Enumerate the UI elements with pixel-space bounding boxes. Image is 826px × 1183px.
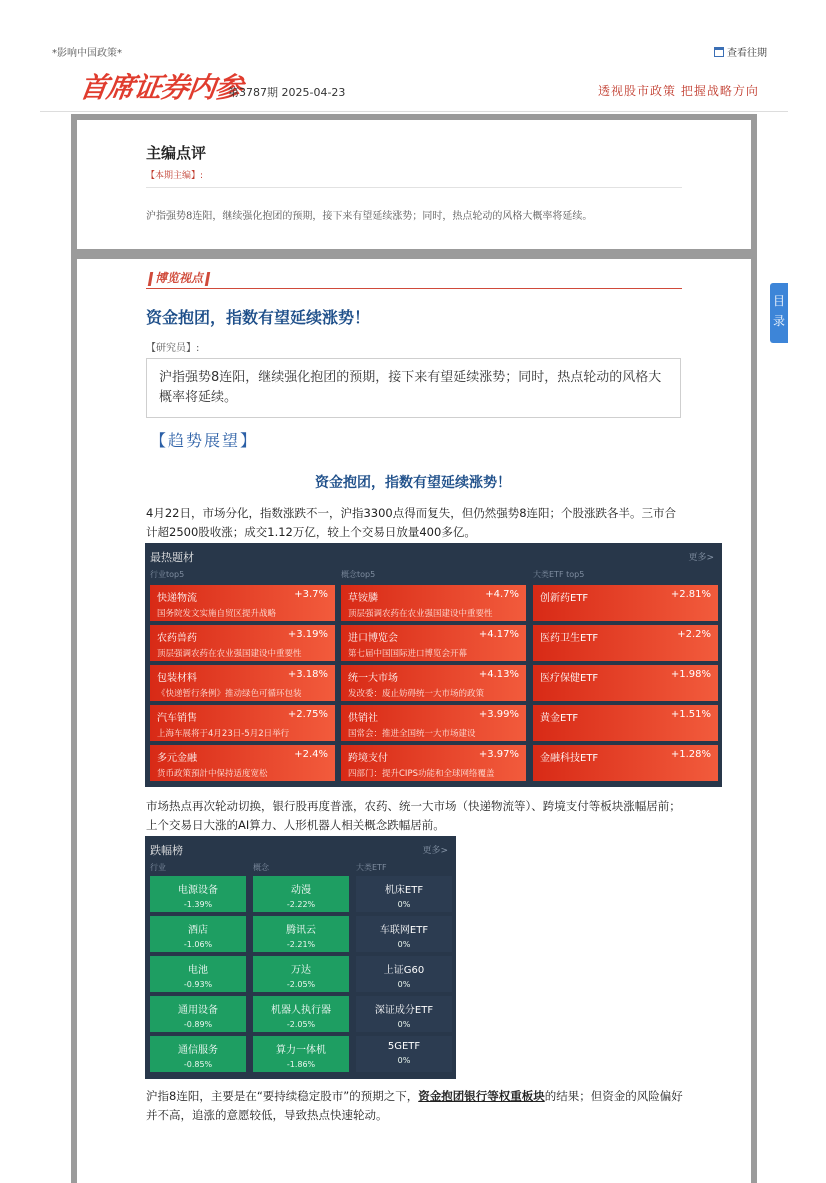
- hot-cell-industry[interactable]: [150, 585, 335, 621]
- fall-cell-industry[interactable]: [150, 876, 246, 912]
- fall-cell-value: -2.05%: [286, 1020, 316, 1029]
- hot-cell-desc: 顶层强调农药在农业强国建设中重要性: [157, 649, 302, 659]
- hot-cell-name: 包装材料: [157, 673, 197, 684]
- editor-label: 【本期主编】:: [146, 171, 204, 181]
- fall-cell-value: 0%: [397, 940, 411, 949]
- fall-cell-value: -2.21%: [286, 940, 316, 949]
- paragraph-3-a: 沪指8连阳，主要是在“要持续稳定股市”的预期之下，: [146, 1089, 419, 1103]
- hot-cell-desc: 上海车展将于4月23日-5月2日举行: [157, 729, 290, 739]
- hot-cell-desc: 国务院发文实施自贸区提升战略: [157, 609, 277, 619]
- hot-cell-name: 统一大市场: [348, 673, 398, 684]
- fall-cell-name: 机器人执行器: [271, 1005, 331, 1016]
- fall-cell-concept[interactable]: [253, 916, 349, 952]
- hot-cell-name: 汽车销售: [157, 713, 197, 724]
- fall-more-link[interactable]: 更多>: [422, 846, 448, 856]
- hot-col-etf: 大类ETF top5: [533, 570, 585, 579]
- fall-cell-value: -1.86%: [286, 1060, 316, 1069]
- side-toc-button[interactable]: [770, 283, 788, 343]
- fall-cell-name: 算力一体机: [276, 1045, 326, 1056]
- hot-cell-value: +4.7%: [485, 589, 519, 600]
- hot-cell-desc: 国常会：推进全国统一大市场建设: [348, 729, 476, 739]
- past-issues-label: 查看往期: [727, 48, 767, 59]
- hot-cell-value: +2.81%: [670, 589, 711, 600]
- fall-cell-concept[interactable]: [253, 876, 349, 912]
- calendar-icon: [714, 47, 724, 57]
- editor-title: 主编点评: [146, 144, 207, 162]
- hot-cell-concept[interactable]: [341, 585, 526, 621]
- header-slogan: 透视股市政策 把握战略方向: [598, 84, 759, 98]
- fall-cell-concept[interactable]: [253, 1036, 349, 1072]
- fall-cell-value: 0%: [397, 900, 411, 909]
- fall-cell-value: 0%: [397, 980, 411, 989]
- hot-cell-name: 草铵膦: [348, 593, 378, 604]
- fall-cell-industry[interactable]: [150, 996, 246, 1032]
- hot-cell-value: +2.4%: [294, 749, 328, 760]
- paragraph-3-link[interactable]: 资金抱团银行等权重板块: [418, 1089, 545, 1103]
- fall-cell-name: 车联网ETF: [379, 925, 429, 936]
- hot-cell-etf[interactable]: [533, 665, 718, 701]
- fall-cell-name: 上证G60: [383, 965, 425, 976]
- fall-panel-title: 跌幅榜: [150, 844, 183, 857]
- hot-cell-value: +2.2%: [677, 629, 711, 640]
- header-tagline: *影响中国政策*: [52, 48, 122, 59]
- article-subtitle: 资金抱团，指数有望延续涨势！: [315, 475, 511, 491]
- hot-cell-desc: 四部门：提升CIPS功能和全球网络覆盖: [348, 769, 495, 779]
- fall-cell-name: 机床ETF: [384, 885, 424, 896]
- hot-cell-desc: 顶层强调农药在农业强国建设中重要性: [348, 609, 493, 619]
- hot-cell-value: +4.13%: [478, 669, 519, 680]
- fall-cell-name: 酒店: [188, 925, 208, 936]
- hot-cell-name: 医药卫生ETF: [540, 633, 599, 644]
- hot-cell-name: 多元金融: [157, 753, 197, 764]
- trend-label: 【趋势展望】: [150, 431, 259, 450]
- researcher-label: 【研究员】:: [146, 343, 200, 354]
- hot-cell-desc: 第七届中国国际进口博览会开幕: [348, 649, 468, 659]
- hot-cell-concept[interactable]: [341, 625, 526, 661]
- fall-cell-name: 深证成分ETF: [374, 1005, 434, 1016]
- hot-cell-value: +1.28%: [670, 749, 711, 760]
- hot-cell-value: +2.75%: [287, 709, 328, 720]
- fall-cell-etf[interactable]: [356, 876, 452, 912]
- fall-cell-value: -0.93%: [183, 980, 213, 989]
- hot-cell-value: +1.51%: [670, 709, 711, 720]
- hot-cell-industry[interactable]: [150, 745, 335, 781]
- hot-cell-desc: 发改委：废止妨碍统一大市场的政策: [348, 689, 485, 699]
- fall-cell-industry[interactable]: [150, 916, 246, 952]
- issue-info: 第3787期 2025-04-23: [228, 86, 346, 99]
- side-toc-label-2: 录: [772, 314, 785, 328]
- fall-cell-industry[interactable]: [150, 956, 246, 992]
- hot-cell-value: +3.7%: [294, 589, 328, 600]
- hot-cell-name: 医疗保健ETF: [540, 673, 599, 684]
- fall-cell-concept[interactable]: [253, 996, 349, 1032]
- editor-frame: [71, 114, 757, 255]
- hot-cell-name: 农药兽药: [157, 633, 197, 644]
- article-summary: 沪指强势8连阳，继续强化抱团的预期，接下来有望延续涨势；同时，热点轮动的风格大概率将延续。: [146, 358, 681, 418]
- editor-text: 沪指强势8连阳，继续强化抱团的预期，接下来有望延续涨势；同时，热点轮动的风格大概率将延续。: [146, 211, 593, 222]
- paragraph-1: 4月22日，市场分化，指数涨跌不一，沪指3300点得而复失，但仍然强势8连阳；个股涨跌各半。三市合计超2500股收涨；成交1.12万亿，较上个交易日放量400多亿。: [146, 506, 677, 539]
- fall-cell-name: 通用设备: [178, 1005, 218, 1016]
- fall-cell-etf[interactable]: [356, 1036, 452, 1072]
- article-title: 资金抱团，指数有望延续涨势！: [146, 308, 371, 327]
- hot-cell-name: 进口博览会: [348, 633, 398, 644]
- side-toc-label-1: 目: [772, 294, 785, 308]
- section-mark: [146, 269, 212, 286]
- hot-cell-value: +3.99%: [478, 709, 519, 720]
- hot-cell-desc: 货币政策預計中保持适度宽松: [157, 769, 268, 779]
- section-mark-label: 博览视点: [155, 271, 204, 285]
- paragraph-3: [146, 1087, 686, 1125]
- hot-cell-name: 快递物流: [157, 593, 197, 604]
- fall-cell-etf[interactable]: [356, 996, 452, 1032]
- fall-cell-value: -1.06%: [183, 940, 213, 949]
- section-bar-right: [205, 272, 210, 286]
- fall-cell-name: 动漫: [291, 885, 311, 896]
- hot-cell-concept[interactable]: [341, 705, 526, 741]
- hot-cell-value: +3.97%: [478, 749, 519, 760]
- hot-cell-name: 黄金ETF: [540, 713, 579, 724]
- header-divider: [40, 111, 788, 112]
- paragraph-3-b: 的结果；但资金的风险偏好并不高，追涨的意愿较低，导致热点快速轮动。: [146, 1089, 683, 1122]
- hot-cell-concept[interactable]: [341, 665, 526, 701]
- hot-cell-name: 创新药ETF: [540, 593, 589, 604]
- fall-cell-industry[interactable]: [150, 1036, 246, 1072]
- fall-cell-value: 0%: [397, 1056, 411, 1065]
- fall-cell-name: 5GETF: [387, 1041, 421, 1052]
- fall-cell-concept[interactable]: [253, 956, 349, 992]
- hot-cell-etf[interactable]: [533, 625, 718, 661]
- hot-cell-etf[interactable]: [533, 705, 718, 741]
- hot-cell-name: 跨境支付: [348, 753, 388, 764]
- fall-cell-etf[interactable]: [356, 956, 452, 992]
- fall-col-concept: 概念: [253, 863, 269, 872]
- fall-cell-name: 通信服务: [178, 1045, 218, 1056]
- fall-cell-etf[interactable]: [356, 916, 452, 952]
- hot-cell-value: +1.98%: [670, 669, 711, 680]
- hot-cell-industry[interactable]: [150, 625, 335, 661]
- hot-cell-concept[interactable]: [341, 745, 526, 781]
- hot-cell-value: +3.18%: [287, 669, 328, 680]
- hot-cell-value: +4.17%: [478, 629, 519, 640]
- fall-cell-value: -2.22%: [286, 900, 316, 909]
- hot-cell-industry[interactable]: [150, 665, 335, 701]
- hot-cell-desc: 《快递暂行条例》推动绿色可循环包装: [157, 689, 302, 699]
- fall-cell-name: 万达: [291, 965, 311, 976]
- hot-cell-name: 供销社: [348, 713, 378, 724]
- fall-cell-value: -2.05%: [286, 980, 316, 989]
- fall-cell-value: -1.39%: [183, 900, 213, 909]
- paragraph-2: 市场热点再次轮动切换，银行股再度普涨，农药、统一大市场（快递物流等）、跨境支付等板块涨幅居前；上个交易日大涨的AI算力、人形机器人相关概念跌幅居前。: [146, 799, 681, 832]
- brand-logo: 首席证券内参: [77, 71, 245, 104]
- fall-cell-name: 电源设备: [178, 885, 218, 896]
- past-issues-link[interactable]: [714, 44, 767, 59]
- hot-cell-etf[interactable]: [533, 745, 718, 781]
- hot-cell-value: +3.19%: [287, 629, 328, 640]
- editor-divider: [146, 187, 682, 188]
- fall-cell-name: 电池: [188, 965, 208, 976]
- hot-col-concept: 概念top5: [341, 570, 376, 579]
- fall-cell-value: 0%: [397, 1020, 411, 1029]
- section-bar-left: [148, 272, 153, 286]
- hot-topics-panel: [145, 543, 722, 787]
- fall-col-industry: 行业: [150, 863, 166, 872]
- fall-col-etf: 大类ETF: [356, 863, 387, 872]
- fall-cell-value: -0.85%: [183, 1060, 213, 1069]
- fall-cell-name: 腾讯云: [286, 925, 316, 936]
- hot-panel-title: 最热题材: [150, 551, 194, 564]
- hot-cell-name: 金融科技ETF: [540, 753, 599, 764]
- section-divider: [146, 288, 682, 289]
- decline-panel: [145, 836, 456, 1079]
- hot-col-industry: 行业top5: [150, 570, 185, 579]
- hot-cell-industry[interactable]: [150, 705, 335, 741]
- hot-cell-etf[interactable]: [533, 585, 718, 621]
- fall-cell-value: -0.89%: [183, 1020, 213, 1029]
- hot-more-link[interactable]: 更多>: [688, 553, 714, 563]
